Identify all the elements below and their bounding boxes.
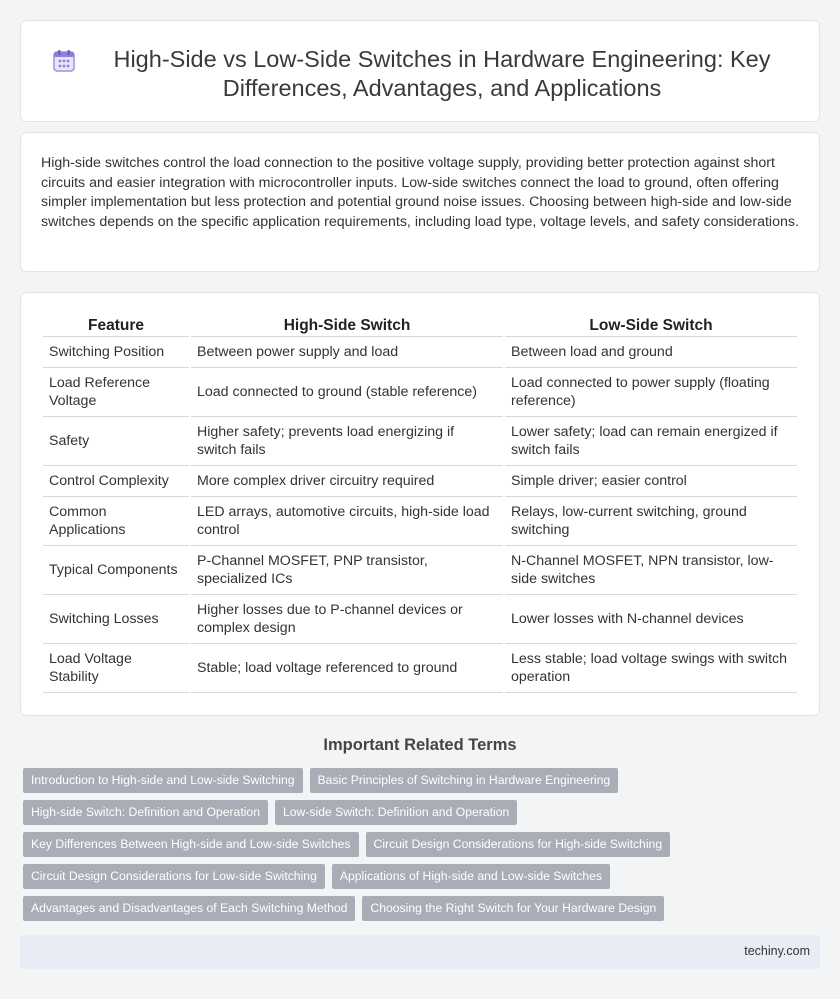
feature-cell: Switching Losses xyxy=(43,595,189,644)
calendar-icon xyxy=(51,48,77,74)
high-side-cell: More complex driver circuitry required xyxy=(191,466,503,497)
table-row xyxy=(43,337,797,368)
high-side-cell: Between power supply and load xyxy=(191,337,503,368)
related-term-tag[interactable]: Applications of High-side and Low-side Switches xyxy=(332,864,610,889)
high-side-cell: Stable; load voltage referenced to ground xyxy=(191,644,503,693)
comparison-table xyxy=(41,315,799,693)
low-side-cell: Simple driver; easier control xyxy=(505,466,797,497)
column-header-low-side: Low-Side Switch xyxy=(505,315,797,337)
low-side-cell: Less stable; load voltage swings with switch operation xyxy=(505,644,797,693)
related-term-tag[interactable]: Circuit Design Considerations for High-side Switching xyxy=(366,832,671,857)
related-term-tag[interactable]: Low-side Switch: Definition and Operation xyxy=(275,800,517,825)
page-title: High-Side vs Low-Side Switches in Hardware Engineering: Key Differences, Advantages, and Applications xyxy=(113,46,771,101)
high-side-cell: LED arrays, automotive circuits, high-side load control xyxy=(191,497,503,546)
related-term-tag[interactable]: Key Differences Between High-side and Low-side Switches xyxy=(23,832,359,857)
related-term-tag[interactable]: Introduction to High-side and Low-side Switching xyxy=(23,768,303,793)
high-side-cell: P-Channel MOSFET, PNP transistor, specialized ICs xyxy=(191,546,503,595)
intro-card xyxy=(20,132,820,272)
column-header-feature: Feature xyxy=(43,315,189,337)
low-side-cell: Lower safety; load can remain energized if switch fails xyxy=(505,417,797,466)
low-side-cell: Load connected to power supply (floating reference) xyxy=(505,368,797,417)
table-row xyxy=(43,546,797,595)
low-side-cell: N-Channel MOSFET, NPN transistor, low-side switches xyxy=(505,546,797,595)
related-term-tag[interactable]: Advantages and Disadvantages of Each Switching Method xyxy=(23,896,355,921)
footer xyxy=(20,935,820,969)
feature-cell: Load Voltage Stability xyxy=(43,644,189,693)
feature-cell: Load Reference Voltage xyxy=(43,368,189,417)
table-row xyxy=(43,497,797,546)
related-terms-heading: Important Related Terms xyxy=(323,736,517,754)
feature-cell: Safety xyxy=(43,417,189,466)
comparison-table-card xyxy=(20,292,820,716)
column-header-high-side: High-Side Switch xyxy=(191,315,503,337)
related-term-tag[interactable]: Basic Principles of Switching in Hardware Engineering xyxy=(310,768,619,793)
table-row xyxy=(43,417,797,466)
table-row xyxy=(43,644,797,693)
high-side-cell: Higher safety; prevents load energizing if switch fails xyxy=(191,417,503,466)
footer-site-name[interactable]: techiny.com xyxy=(744,944,810,958)
high-side-cell: Higher losses due to P-channel devices or complex design xyxy=(191,595,503,644)
table-row xyxy=(43,595,797,644)
low-side-cell: Between load and ground xyxy=(505,337,797,368)
low-side-cell: Relays, low-current switching, ground switching xyxy=(505,497,797,546)
feature-cell: Typical Components xyxy=(43,546,189,595)
related-term-tag[interactable]: Circuit Design Considerations for Low-side Switching xyxy=(23,864,325,889)
related-terms-list xyxy=(23,768,823,928)
related-term-tag[interactable]: Choosing the Right Switch for Your Hardware Design xyxy=(362,896,664,921)
table-row xyxy=(43,368,797,417)
feature-cell: Common Applications xyxy=(43,497,189,546)
low-side-cell: Lower losses with N-channel devices xyxy=(505,595,797,644)
table-header-row xyxy=(43,315,797,337)
feature-cell: Control Complexity xyxy=(43,466,189,497)
intro-paragraph: High-side switches control the load connection to the positive voltage supply, providing better protection against short circuits and easier integration with microcontroller inputs. Low-side switches connect the load to ground, often offering simpler implementation but less protection and potential ground noise issues. Choosing between high-side and low-side switches depends on the specific application requirements, including load type, voltage levels, and safety considerations. xyxy=(41,155,799,230)
related-term-tag[interactable]: High-side Switch: Definition and Operation xyxy=(23,800,268,825)
feature-cell: Switching Position xyxy=(43,337,189,368)
high-side-cell: Load connected to ground (stable reference) xyxy=(191,368,503,417)
table-row xyxy=(43,466,797,497)
header-card xyxy=(20,20,820,122)
